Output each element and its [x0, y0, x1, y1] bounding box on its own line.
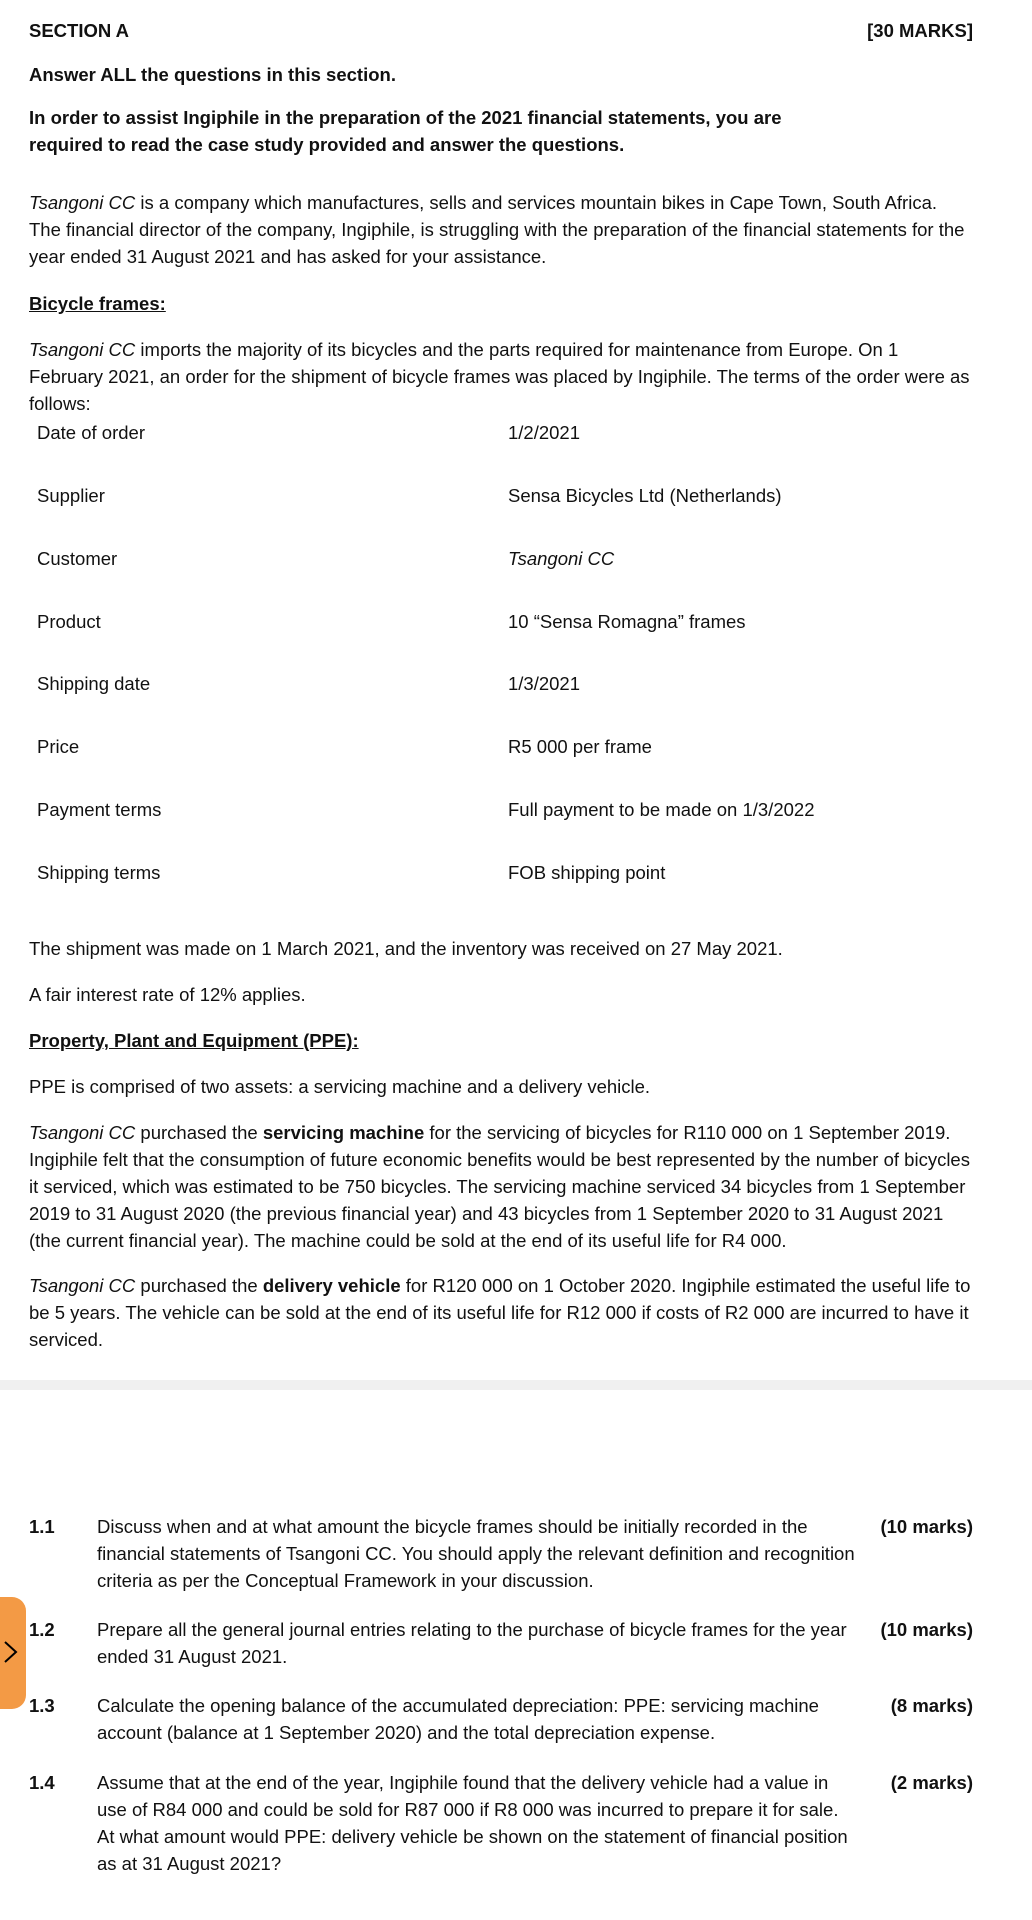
- question-number: 1.1: [29, 1516, 55, 1537]
- term-label: Shipping terms: [37, 862, 161, 883]
- term-value: Sensa Bicycles Ltd (Netherlands): [508, 485, 782, 506]
- machine-paragraph: Tsangoni CC purchased the servicing machine for the servicing of bicycles for R110 000 on 1 September 2019. Ingiphile felt that the consumption of future economic benefits would be best represented by the number of bicycles it serviced, which was estimated to be 750 bicycles. The servicing machine serviced 34 bicycles from 1 September 2019 to 31 August 2020 (the previous financial year) and 43 bicycles from 1 September 2020 to 31 August 2021 (the current financial year). The machine could be sold at the end of its useful life for R4 000.: [29, 1122, 970, 1251]
- question-text: Calculate the opening balance of the accumulated depreciation: PPE: servicing machine account (balance at 1 September 2020) and the total depreciation expense.: [97, 1695, 819, 1743]
- term-value: 1/2/2021: [508, 422, 581, 443]
- question-text: Discuss when and at what amount the bicycle frames should be initially recorded in the financial statements of Tsangoni CC. You should apply the relevant definition and recognition criteria as per the Conceptual Framework in your discussion.: [97, 1516, 855, 1591]
- term-label: Shipping date: [37, 673, 151, 694]
- shipment-text: The shipment was made on 1 March 2021, and the inventory was received on 27 May 2021.: [29, 938, 783, 959]
- question-marks: (10 marks): [880, 1619, 973, 1640]
- term-label: Payment terms: [37, 799, 162, 820]
- bicycle-paragraph: Tsangoni CC imports the majority of its bicycles and the parts required for maintenance from Europe. On 1 February 2021, an order for the shipment of bicycle frames was placed by Ingiphile. The terms of the order were as follows:: [29, 339, 970, 414]
- term-value: 10 “Sensa Romagna” frames: [508, 611, 746, 632]
- question-marks: (8 marks): [890, 1695, 973, 1716]
- intro-paragraph: In order to assist Ingiphile in the preparation of the 2021 financial statements, you are required to read the case study provided and answer the questions.: [29, 107, 782, 155]
- section-title: SECTION A: [29, 20, 130, 41]
- question-number: 1.3: [29, 1695, 55, 1716]
- case-paragraph: Tsangoni CC is a company which manufactures, sells and services mountain bikes in Cape Town, South Africa. The financial director of the company, Ingiphile, is struggling with the preparation of the financial statements for the year ended 31 August 2021 and has asked for your assistance.: [29, 192, 965, 267]
- ppe-heading: Property, Plant and Equipment (PPE):: [29, 1030, 359, 1051]
- question-marks: (2 marks): [890, 1772, 973, 1793]
- bicycle-heading: Bicycle frames:: [29, 293, 166, 314]
- term-value: R5 000 per frame: [508, 736, 652, 757]
- term-label: Date of order: [37, 422, 145, 443]
- question-text: Assume that at the end of the year, Ingiphile found that the delivery vehicle had a value in use of R84 000 and could be sold for R87 000 if R8 000 was incurred to prepare it for sale. At what amount would PPE: delivery vehicle be shown on the statement of financial position as at 31 August 2021?: [97, 1772, 848, 1874]
- term-label: Supplier: [37, 485, 105, 506]
- question-number: 1.4: [29, 1772, 55, 1793]
- instruction: Answer ALL the questions in this section.: [29, 64, 396, 85]
- term-label: Price: [37, 736, 80, 757]
- term-value: FOB shipping point: [508, 862, 666, 883]
- interest-text: A fair interest rate of 12% applies.: [29, 984, 306, 1005]
- chevron-right-icon: [2, 1637, 20, 1667]
- question-text: Prepare all the general journal entries relating to the purchase of bicycle frames for the year ended 31 August 2021.: [97, 1619, 847, 1667]
- term-value: Tsangoni CC: [508, 548, 615, 569]
- term-label: Product: [37, 611, 101, 632]
- term-value: Full payment to be made on 1/3/2022: [508, 799, 815, 820]
- company-name: Tsangoni CC: [29, 192, 136, 213]
- vehicle-paragraph: Tsangoni CC purchased the delivery vehicle for R120 000 on 1 October 2020. Ingiphile estimated the useful life to be 5 years. The vehicle can be sold at the end of its useful life for R12 000 if costs of R2 000 are incurred to have it serviced.: [29, 1275, 971, 1350]
- term-value: 1/3/2021: [508, 673, 581, 694]
- side-panel-tab[interactable]: [0, 1597, 26, 1709]
- page-separator: [0, 1380, 1032, 1390]
- ppe-intro: PPE is comprised of two assets: a servicing machine and a delivery vehicle.: [29, 1076, 651, 1097]
- section-marks: [30 MARKS]: [867, 20, 973, 41]
- question-marks: (10 marks): [880, 1516, 973, 1537]
- term-label: Customer: [37, 548, 118, 569]
- question-number: 1.2: [29, 1619, 55, 1640]
